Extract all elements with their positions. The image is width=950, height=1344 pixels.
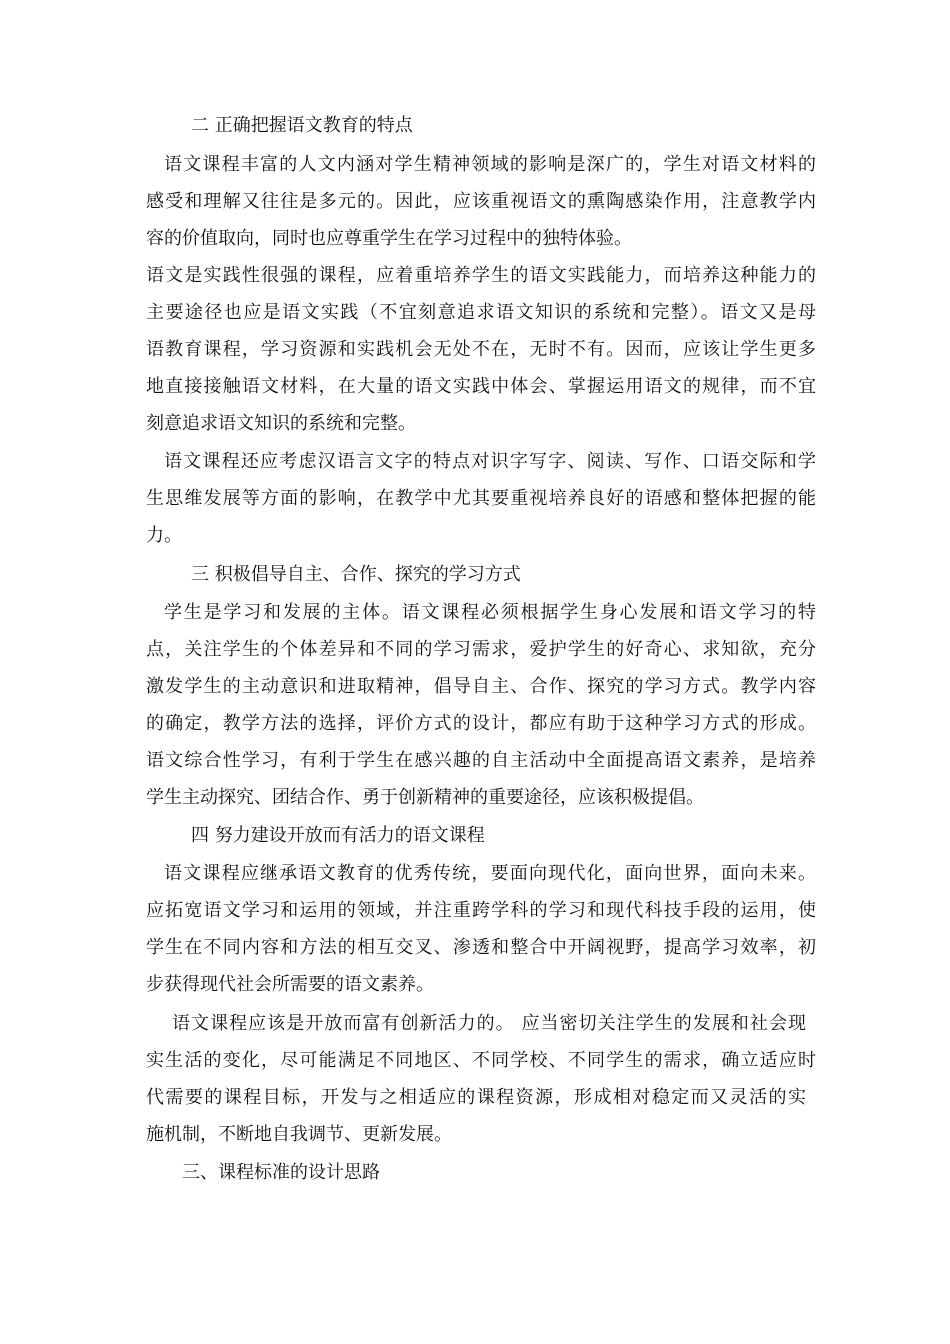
paragraph-line: 语文课程应继承语文教育的优秀传统，要面向现代化，面向世界，面向未来。: [164, 863, 816, 884]
paragraph-line: 学生在不同内容和方法的相互交叉、渗透和整合中开阔视野，提高学习效率，初: [146, 937, 816, 958]
paragraph-line: 生思维发展等方面的影响，在教学中尤其要重视培养良好的语感和整体把握的能: [146, 488, 816, 509]
section-heading-2: 二 正确把握语文教育的特点: [191, 115, 413, 136]
paragraph-line: 语文是实践性很强的课程，应着重培养学生的语文实践能力，而培养这种能力的: [146, 265, 816, 286]
paragraph-line: 语教育课程，学习资源和实践机会无处不在，无时不有。因而，应该让学生更多: [146, 339, 816, 360]
section-heading-design-ideas: 三、课程标准的设计思路: [182, 1162, 380, 1183]
paragraph-line: 的确定，教学方法的选择，评价方式的设计，都应有助于这种学习方式的形成。: [146, 713, 816, 734]
paragraph-line: 实生活的变化，尽可能满足不同地区、不同学校、不同学生的需求，确立适应时: [146, 1050, 816, 1071]
paragraph-line: 学生主动探究、团结合作、勇于创新精神的重要途径，应该积极提倡。: [146, 787, 704, 808]
paragraph-line: 主要途径也应是语文实践（不宜刻意追求语文知识的系统和完整）。语文又是母: [146, 302, 816, 323]
paragraph-line: 步获得现代社会所需要的语文素养。: [146, 974, 434, 995]
paragraph-line: 点，关注学生的个体差异和不同的学习需求，爱护学生的好奇心、求知欲，充分: [146, 639, 816, 660]
paragraph-line: 激发学生的主动意识和进取精神，倡导自主、合作、探究的学习方式。教学内容: [146, 676, 816, 697]
paragraph-line: 学生是学习和发展的主体。语文课程必须根据学生身心发展和语文学习的特: [164, 602, 816, 623]
paragraph-line: 容的价值取向，同时也应尊重学生在学习过程中的独特体验。: [146, 228, 632, 249]
paragraph-line: 地直接接触语文材料，在大量的语文实践中体会、掌握运用语文的规律，而不宜: [146, 376, 816, 397]
paragraph-line: 感受和理解又往往是多元的。因此，应该重视语文的熏陶感染作用，注意教学内: [146, 191, 816, 212]
paragraph-line: 施机制，不断地自我调节、更新发展。: [146, 1124, 452, 1145]
section-heading-4: 四 努力建设开放而有活力的语文课程: [191, 825, 485, 846]
paragraph-line: 语文课程还应考虑汉语言文字的特点对识字写字、阅读、写作、口语交际和学: [164, 451, 816, 472]
paragraph-line: 语文综合性学习，有利于学生在感兴趣的自主活动中全面提高语文素养，是培养: [146, 750, 816, 771]
section-heading-3: 三 积极倡导自主、合作、探究的学习方式: [191, 564, 521, 585]
paragraph-line: 力。: [146, 525, 182, 546]
paragraph-line: 刻意追求语文知识的系统和完整。: [146, 413, 416, 434]
paragraph-line: 语文课程丰富的人文内涵对学生精神领域的影响是深广的，学生对语文材料的: [164, 154, 816, 175]
paragraph-line: 语文课程应该是开放而富有创新活力的。 应当密切关注学生的发展和社会现: [172, 1013, 806, 1034]
paragraph-line: 代需要的课程目标，开发与之相适应的课程资源，形成相对稳定而又灵活的实: [146, 1087, 806, 1108]
paragraph-line: 应拓宽语文学习和运用的领域，并注重跨学科的学习和现代科技手段的运用，使: [146, 900, 816, 921]
